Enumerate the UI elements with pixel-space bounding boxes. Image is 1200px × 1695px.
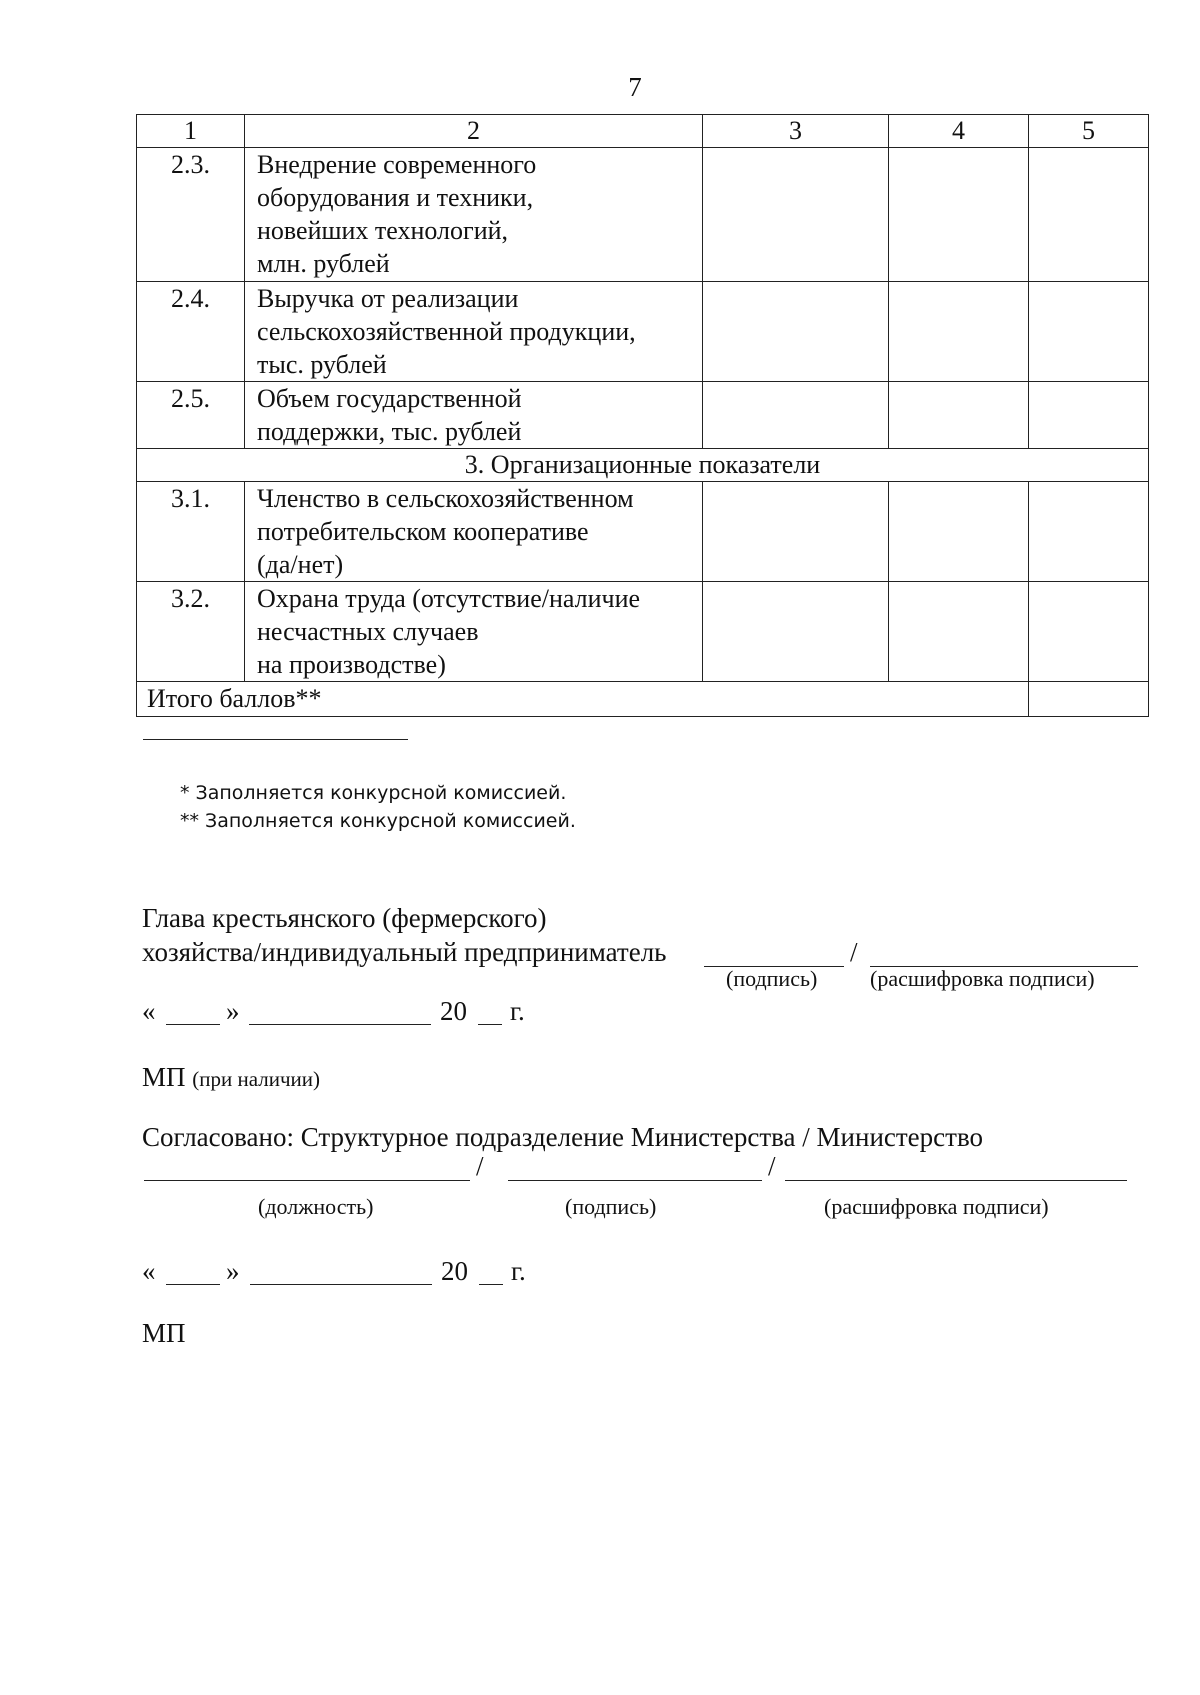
value-cell[interactable] — [1029, 382, 1149, 449]
slash-separator: / — [850, 937, 858, 967]
section-title: 3. Организационные показатели — [137, 449, 1149, 482]
slash-separator: / — [476, 1151, 484, 1181]
table-row — [137, 482, 1149, 582]
description-line: на производстве) — [257, 650, 446, 679]
row-number: 3.2. — [137, 582, 245, 682]
date-open-quote: « — [142, 996, 156, 1026]
value-cell[interactable] — [1029, 282, 1149, 382]
value-cell[interactable] — [889, 482, 1029, 582]
description-line: сельскохозяйственной продукции, — [257, 317, 636, 346]
value-cell[interactable] — [889, 282, 1029, 382]
row-description — [245, 148, 703, 282]
table-row — [137, 582, 1149, 682]
approval-signature-line[interactable] — [508, 1180, 762, 1181]
table-header-row — [137, 115, 1149, 148]
value-cell[interactable] — [1029, 482, 1149, 582]
table-row — [137, 148, 1149, 282]
approval-title: Согласовано: Структурное подразделение Министерства / Министерство — [142, 1122, 984, 1152]
description-line: Объем государственной — [257, 384, 522, 413]
value-cell[interactable] — [889, 582, 1029, 682]
description-line: Членство в сельскохозяйственном — [257, 484, 634, 513]
table-row — [137, 382, 1149, 449]
row-number: 3.1. — [137, 482, 245, 582]
value-cell[interactable] — [703, 148, 889, 282]
date-month-line[interactable] — [250, 1284, 432, 1285]
value-cell[interactable] — [703, 582, 889, 682]
description-line: Охрана труда (отсутствие/наличие — [257, 584, 641, 613]
slash-separator: / — [768, 1151, 776, 1181]
caption-decode: (расшифровка подписи) — [870, 966, 1095, 991]
footnote-separator — [143, 739, 408, 740]
year-label: г. — [511, 1256, 526, 1286]
total-value-cell[interactable] — [1029, 682, 1149, 717]
caption-position: (должность) — [258, 1194, 374, 1219]
header-col-4: 4 — [889, 115, 1029, 148]
description-line: млн. рублей — [257, 249, 390, 278]
year-suffix-line[interactable] — [478, 1024, 502, 1025]
description-line: Выручка от реализации — [257, 284, 519, 313]
stamp-label — [142, 1062, 320, 1093]
year-suffix-line[interactable] — [479, 1284, 503, 1285]
date-close-quote: » — [226, 1256, 240, 1286]
header-col-3: 3 — [703, 115, 889, 148]
signature-title-line2: хозяйства/индивидуальный предприниматель — [142, 937, 667, 967]
year-prefix: 20 — [440, 996, 467, 1026]
year-label: г. — [510, 996, 525, 1026]
caption-signature: (подпись) — [726, 966, 818, 991]
caption-signature: (подпись) — [565, 1194, 657, 1219]
value-cell[interactable] — [1029, 148, 1149, 282]
row-number: 2.3. — [137, 148, 245, 282]
year-prefix: 20 — [441, 1256, 468, 1286]
value-cell[interactable] — [889, 382, 1029, 449]
description-line: потребительском кооперативе — [257, 517, 589, 546]
row-description — [245, 282, 703, 382]
mp-label: МП — [142, 1062, 186, 1092]
description-line: тыс. рублей — [257, 350, 387, 379]
value-cell[interactable] — [703, 482, 889, 582]
header-col-2: 2 — [245, 115, 703, 148]
score-table — [136, 114, 1149, 717]
position-line[interactable] — [144, 1180, 470, 1181]
description-line: (да/нет) — [257, 550, 344, 579]
date-month-line[interactable] — [249, 1024, 431, 1025]
row-description — [245, 582, 703, 682]
description-line: новейших технологий, — [257, 216, 509, 245]
page-number: 7 — [628, 72, 642, 102]
value-cell[interactable] — [703, 282, 889, 382]
value-cell[interactable] — [703, 382, 889, 449]
value-cell[interactable] — [889, 148, 1029, 282]
description-line: Внедрение современного — [257, 150, 537, 179]
row-number: 2.4. — [137, 282, 245, 382]
stamp-label: МП — [142, 1318, 186, 1348]
signature-title-line1: Глава крестьянского (фермерского) — [142, 903, 547, 933]
date-day-line[interactable] — [166, 1284, 220, 1285]
row-description — [245, 382, 703, 449]
header-col-1: 1 — [137, 115, 245, 148]
footnote-one: * Заполняется конкурсной комиссией. — [180, 782, 567, 804]
date-open-quote: « — [142, 1256, 156, 1286]
date-close-quote: » — [226, 996, 240, 1026]
description-line: несчастных случаев — [257, 617, 479, 646]
row-description — [245, 482, 703, 582]
value-cell[interactable] — [1029, 582, 1149, 682]
header-col-5: 5 — [1029, 115, 1149, 148]
total-row — [137, 682, 1149, 717]
row-number: 2.5. — [137, 382, 245, 449]
footnote-two: ** Заполняется конкурсной комиссией. — [180, 810, 576, 832]
description-line: оборудования и техники, — [257, 183, 534, 212]
approval-decode-line[interactable] — [785, 1180, 1127, 1181]
total-label: Итого баллов** — [137, 682, 1029, 717]
section-row — [137, 449, 1149, 482]
date-day-line[interactable] — [166, 1024, 220, 1025]
mp-note: (при наличии) — [192, 1067, 320, 1091]
table-row — [137, 282, 1149, 382]
description-line: поддержки, тыс. рублей — [257, 417, 522, 446]
caption-decode: (расшифровка подписи) — [824, 1194, 1049, 1219]
